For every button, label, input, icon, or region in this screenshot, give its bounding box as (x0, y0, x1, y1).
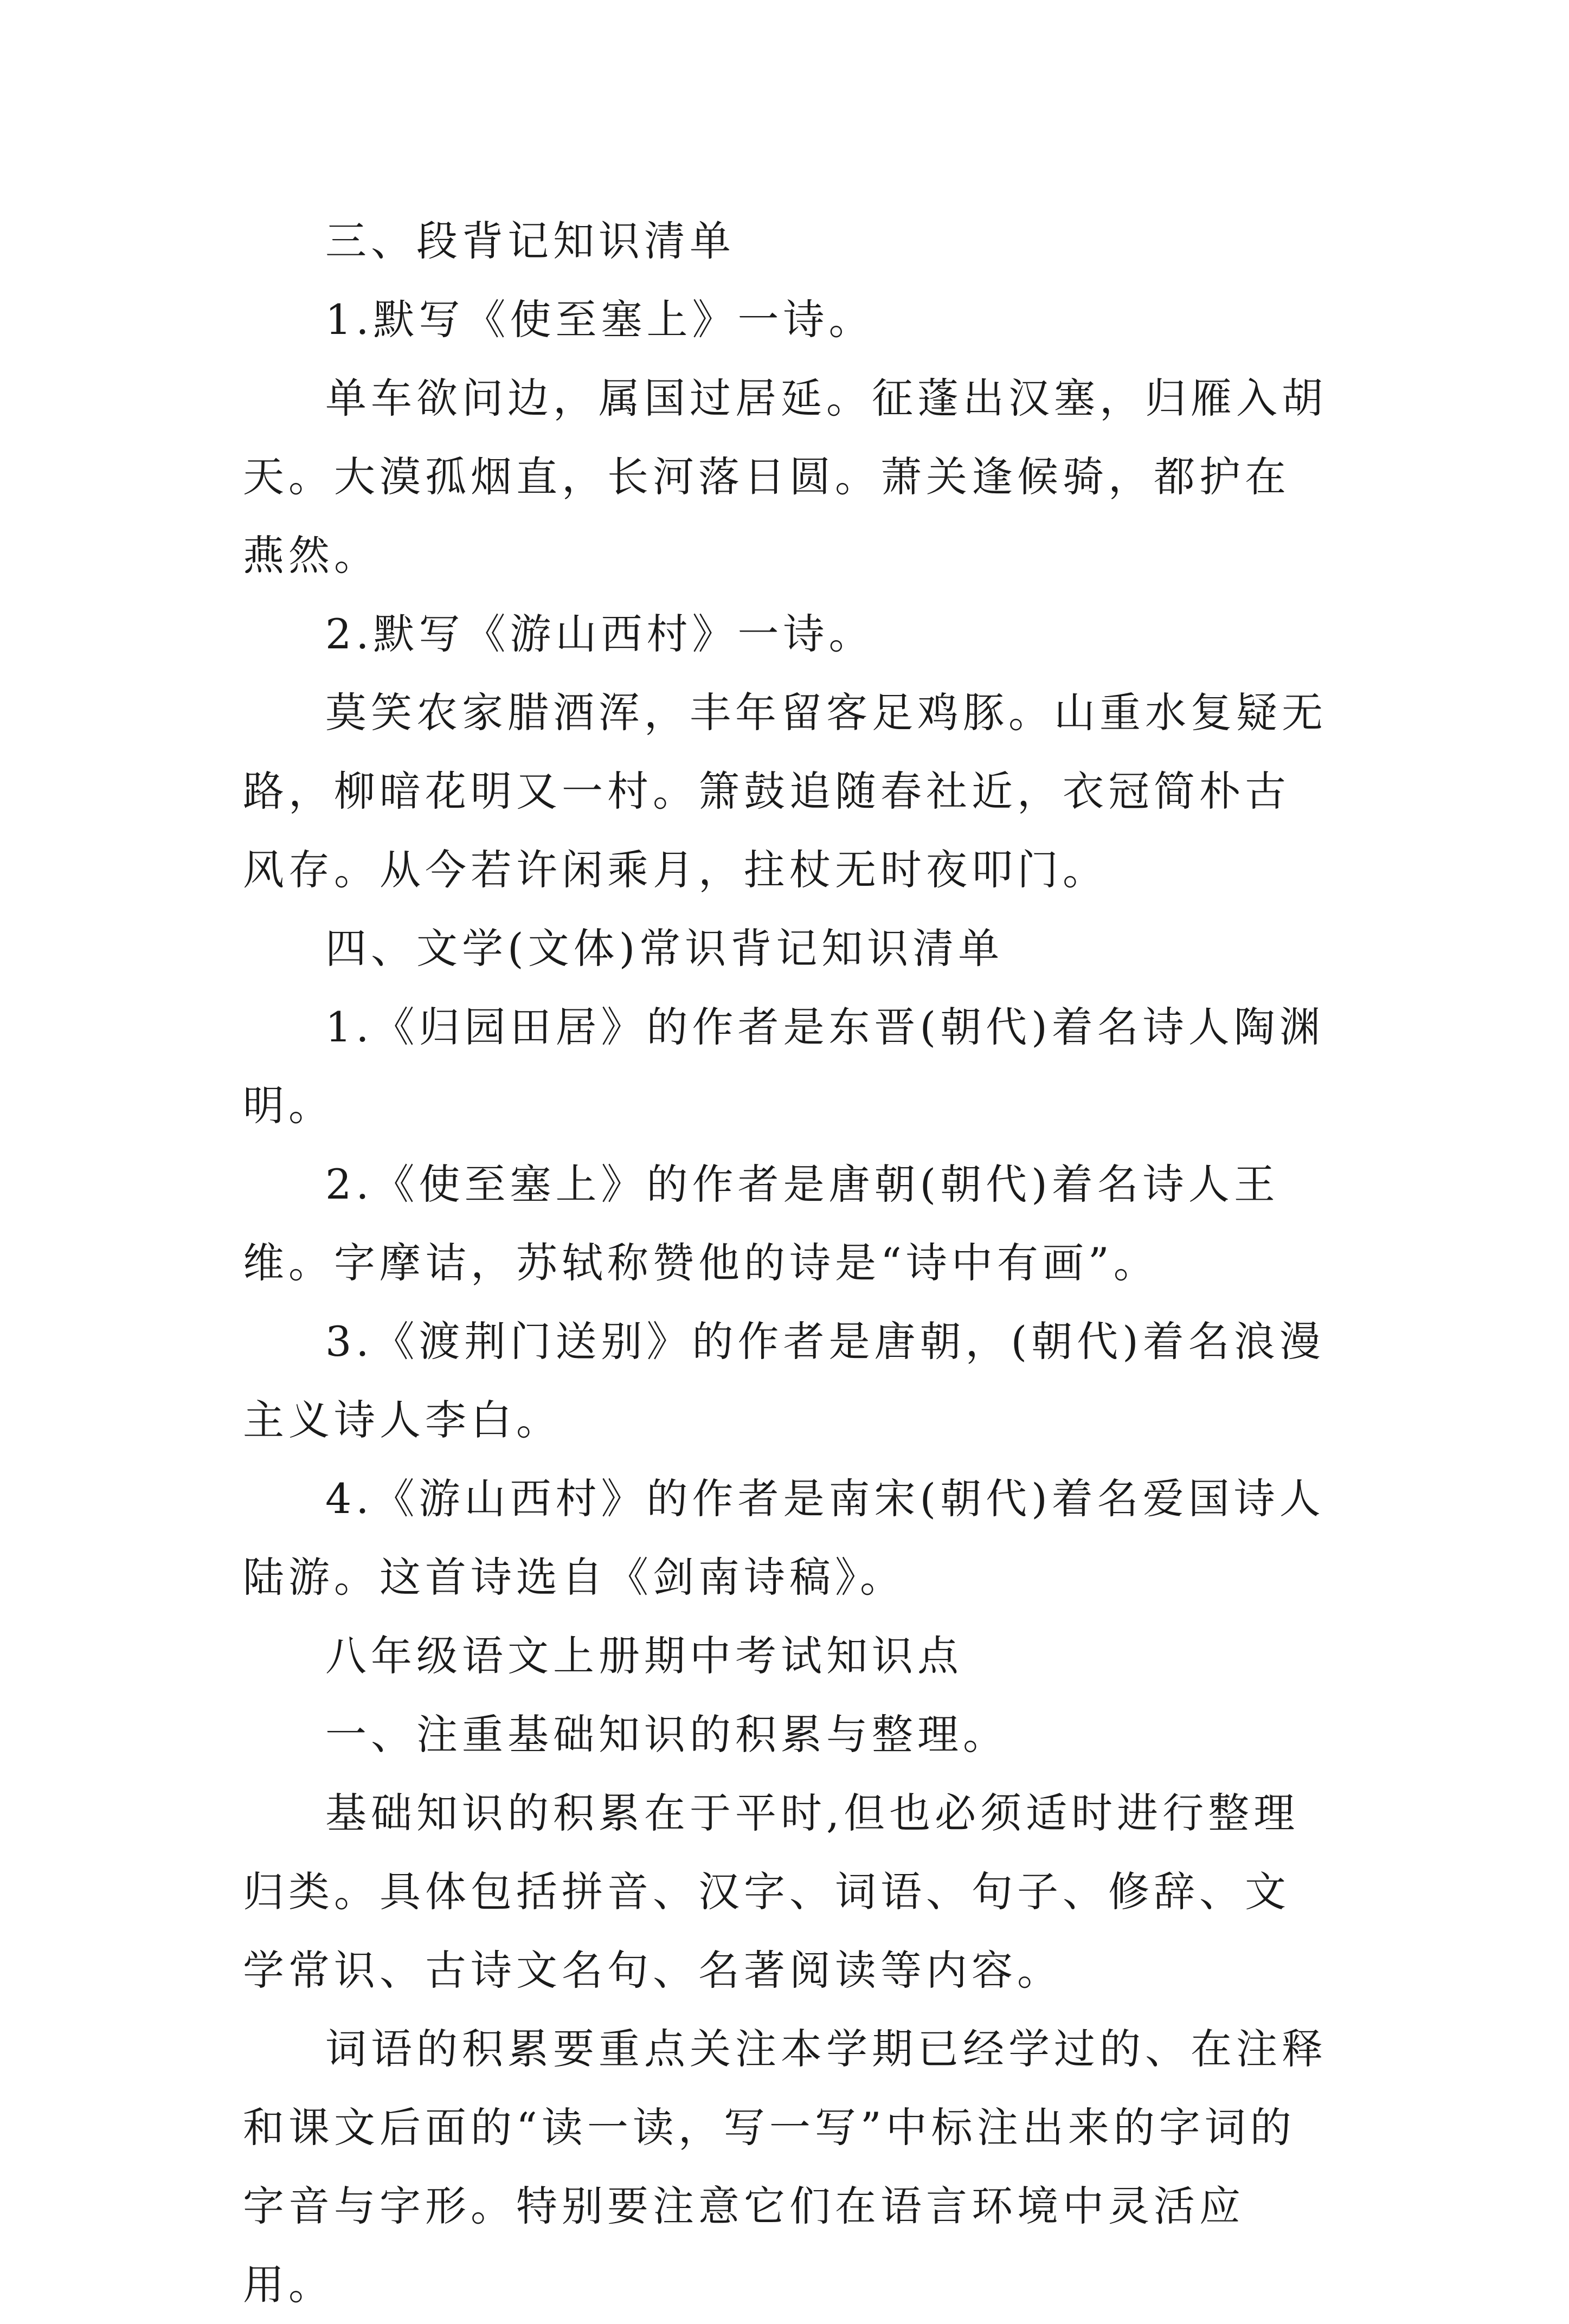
body-basic-knowledge: 基础知识的积累在于平时,但也必须适时进行整理归类。具体包括拼音、汉字、词语、句子、修辞、文学常识、古诗文名句、名著阅读等内容。 (243, 1789, 1300, 1994)
heading-section-four: 四、文学(文体)常识背记知识清单 (325, 924, 1004, 973)
literature-note-4: 4.《游山西村》的作者是南宋(朝代)着名爱国诗人陆游。这首诗选自《剑南诗稿》。 (243, 1475, 1325, 1601)
literature-note-1: 1.《归园田居》的作者是东晋(朝代)着名诗人陶渊明。 (243, 1003, 1325, 1130)
item-dictation-youshanxicun: 2.默写《游山西村》一诗。 (325, 610, 874, 658)
heading-midterm-knowledge: 八年级语文上册期中考试知识点 (325, 1632, 963, 1680)
document-body (243, 202, 1333, 2324)
body-vocabulary: 词语的积累要重点关注本学期已经学过的、在注释和课文后面的“读一读，写一写”中标注出来的字词的字音与字形。特别要注意它们在语言环境中灵活应用。 (243, 2025, 1327, 2309)
item-dictation-shizhisaishang: 1.默写《使至塞上》一诗。 (325, 295, 874, 344)
literature-note-3: 3.《渡荆门送别》的作者是唐朝，(朝代)着名浪漫主义诗人李白。 (243, 1317, 1325, 1444)
poem-shizhisaishang: 单车欲问边，属国过居延。征蓬出汉塞，归雁入胡天。大漠孤烟直，长河落日圆。萧关逢候骑，都护在燕然。 (243, 374, 1327, 580)
poem-youshanxicun: 莫笑农家腊酒浑，丰年留客足鸡豚。山重水复疑无路，柳暗花明又一村。箫鼓追随春社近，衣冠简朴古风存。从今若许闲乘月，拄杖无时夜叩门。 (243, 688, 1327, 894)
heading-section-three: 三、段背记知识清单 (325, 217, 735, 265)
heading-section-one: 一、注重基础知识的积累与整理。 (325, 1710, 1008, 1759)
literature-note-2: 2.《使至塞上》的作者是唐朝(朝代)着名诗人王维。字摩诘，苏轼称赞他的诗是“诗中有画”。 (243, 1160, 1279, 1287)
